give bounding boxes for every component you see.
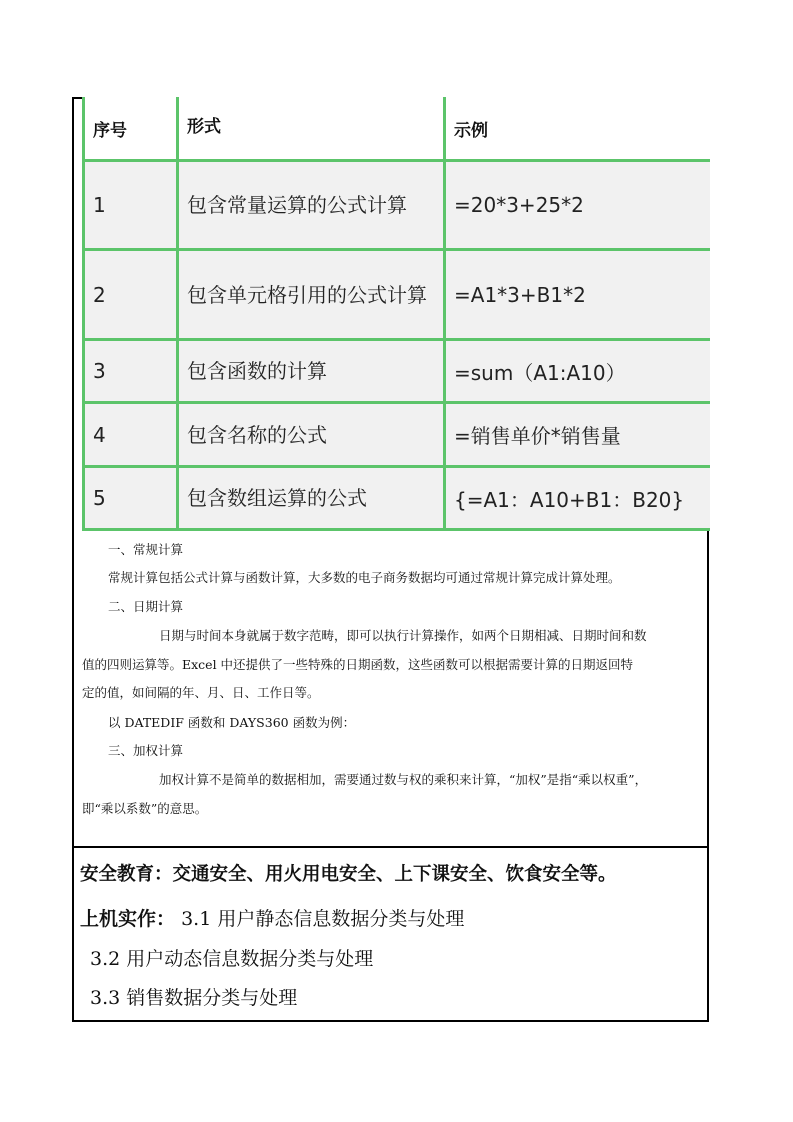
paragraph-date-line2: 值的四则运算等。Excel 中还提供了一些特殊的日期函数，这些函数可以根据需要计算的日期返回特 [82, 657, 634, 672]
table-row [82, 338, 710, 401]
formula-table [82, 97, 710, 531]
safety-education: 安全教育：交通安全、用火用电安全、上下课安全、饮食安全等。 [80, 864, 617, 885]
cell-example: =20*3+25*2 [443, 162, 710, 248]
header-cell-example: 示例 [443, 97, 710, 159]
cell-example: {=A1：A10+B1：B20} [443, 468, 710, 528]
section-heading-regular: 一、常规计算 [108, 542, 184, 557]
table-row [82, 465, 710, 531]
cell-form: 包含单元格引用的公式计算 [176, 251, 443, 338]
cell-example: =销售单价*销售量 [443, 404, 710, 465]
cell-no: 3 [82, 341, 176, 401]
table-header-row [82, 97, 710, 159]
table-row [82, 159, 710, 248]
practice-line-1 [80, 904, 464, 931]
cell-no: 1 [82, 162, 176, 248]
paragraph-regular: 常规计算包括公式计算与函数计算，大多数的电子商务数据均可通过常规计算完成计算处理。 [108, 570, 621, 585]
divider-rule [74, 846, 707, 848]
header-cell-no: 序号 [82, 97, 176, 159]
cell-form: 包含数组运算的公式 [176, 468, 443, 528]
cell-no: 4 [82, 404, 176, 465]
section-heading-weighted: 三、加权计算 [108, 743, 184, 758]
cell-no: 2 [82, 251, 176, 338]
header-cell-form: 形式 [176, 97, 443, 159]
paragraph-date-example: 以 DATEDIF 函数和 DAYS360 函数为例： [108, 715, 356, 730]
cell-form: 包含常量运算的公式计算 [176, 162, 443, 248]
practice-item-2: 3.2 用户动态信息数据分类与处理 [90, 948, 374, 970]
paragraph-date-line3: 定的值，如间隔的年、月、日、工作日等。 [82, 685, 320, 700]
table-row [82, 248, 710, 338]
practice-line-3 [90, 983, 297, 1010]
paragraph-weighted-line1: 加权计算不是简单的数据相加，需要通过数与权的乘积来计算，“加权”是指“乘以权重”， [159, 772, 648, 787]
table-row [82, 401, 710, 465]
cell-form: 包含名称的公式 [176, 404, 443, 465]
practice-label: 上机实作： [80, 908, 176, 930]
practice-item-1: 3.1 用户静态信息数据分类与处理 [181, 908, 465, 930]
practice-item-3: 3.3 销售数据分类与处理 [90, 987, 298, 1009]
paragraph-date-line1: 日期与时间本身就属于数字范畴，即可以执行计算操作，如两个日期相减、日期时间和数 [159, 628, 647, 643]
cell-no: 5 [82, 468, 176, 528]
cell-form: 包含函数的计算 [176, 341, 443, 401]
practice-line-2 [90, 944, 373, 971]
cell-example: =sum（A1:A10） [443, 341, 710, 401]
cell-example: =A1*3+B1*2 [443, 251, 710, 338]
paragraph-weighted-line2: 即“乘以系数”的意思。 [82, 801, 208, 816]
section-heading-date: 二、日期计算 [108, 599, 184, 614]
